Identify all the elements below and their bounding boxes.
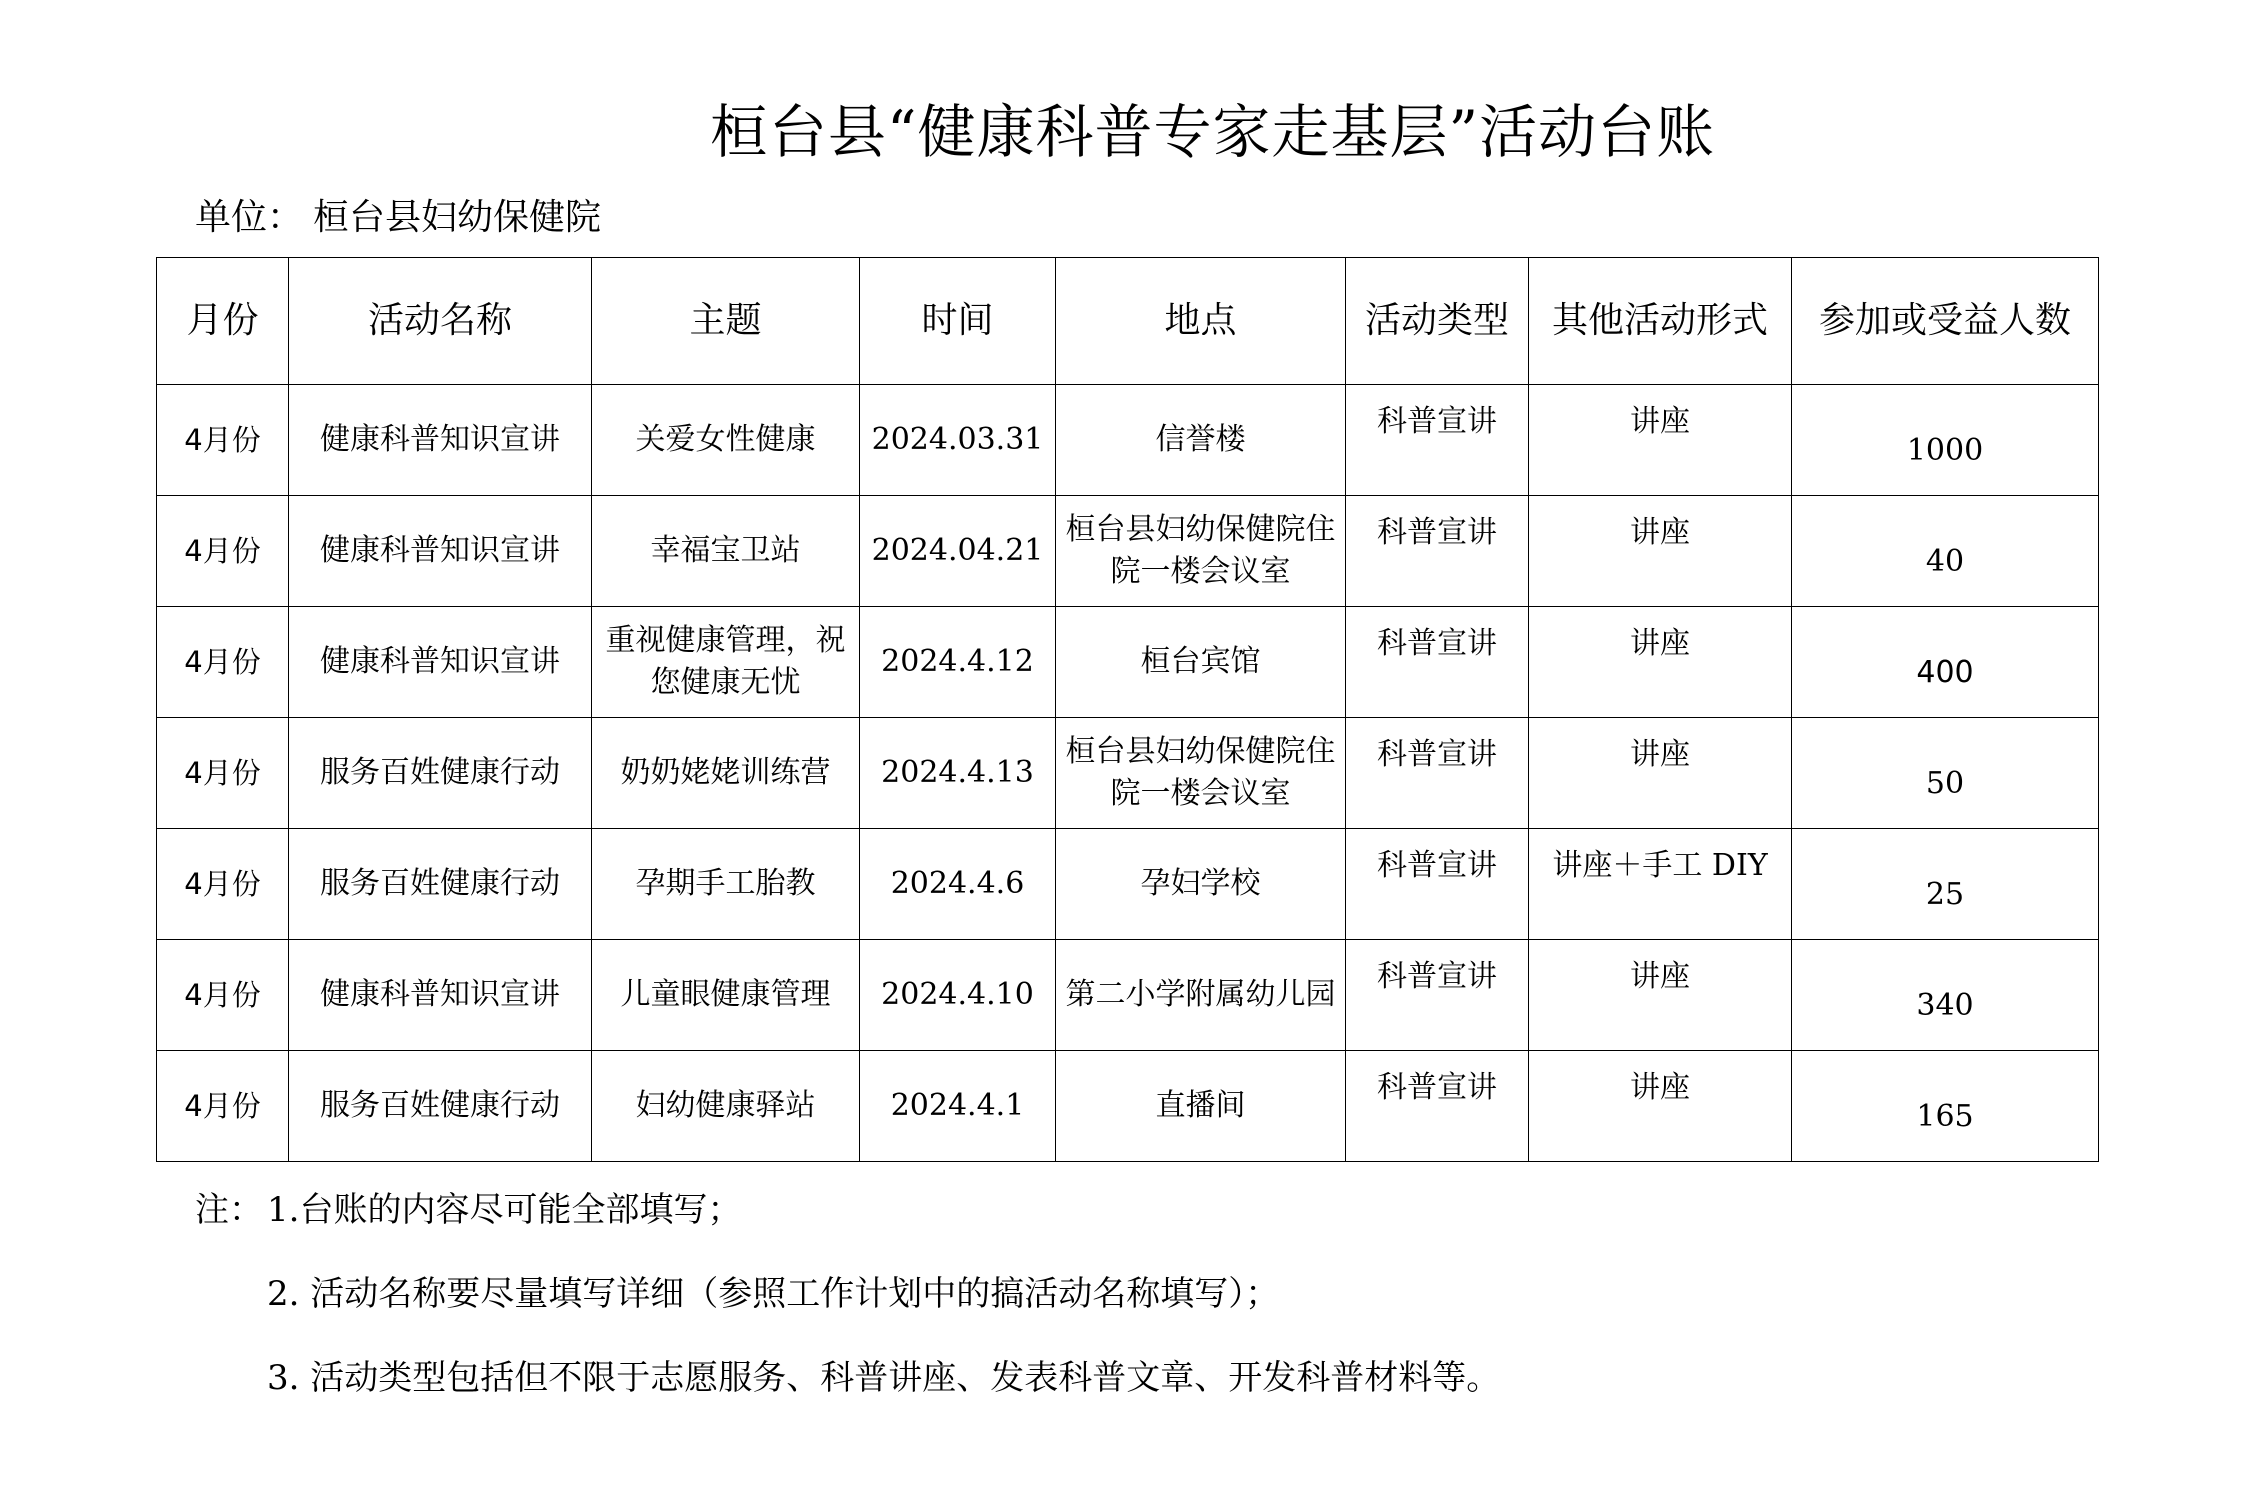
cell-activity-name: 服务百姓健康行动 (289, 1051, 592, 1162)
notes-label: 注： (195, 1190, 263, 1230)
cell-theme: 孕期手工胎教 (592, 829, 860, 940)
header-activity-type: 活动类型 (1346, 258, 1529, 385)
cell-theme: 重视健康管理，祝您健康无忧 (592, 607, 860, 718)
cell-theme: 妇幼健康驿站 (592, 1051, 860, 1162)
cell-month: 4月份 (157, 829, 289, 940)
document-title: 桓台县“健康科普专家走基层”活动台账 (709, 98, 1716, 166)
note-item: 3. 活动类型包括但不限于志愿服务、科普讲座、发表科普文章、开发科普材料等。 (267, 1358, 1501, 1398)
table-row (157, 940, 2099, 1051)
cell-month: 4月份 (157, 940, 289, 1051)
cell-time: 2024.4.1 (860, 1051, 1056, 1162)
cell-place: 桓台县妇幼保健院住院一楼会议室 (1056, 496, 1346, 607)
cell-other-forms: 讲座 (1529, 940, 1792, 1051)
cell-place: 信誉楼 (1056, 385, 1346, 496)
header-month: 月份 (157, 258, 289, 385)
cell-month: 4月份 (157, 496, 289, 607)
note-item: 1.台账的内容尽可能全部填写； (267, 1190, 742, 1230)
cell-participants: 1000 (1792, 385, 2099, 496)
cell-activity-name: 服务百姓健康行动 (289, 829, 592, 940)
table-row (157, 718, 2099, 829)
cell-place: 第二小学附属幼儿园 (1056, 940, 1346, 1051)
cell-theme: 关爱女性健康 (592, 385, 860, 496)
table-row (157, 829, 2099, 940)
cell-participants: 25 (1792, 829, 2099, 940)
cell-time: 2024.4.12 (860, 607, 1056, 718)
cell-month: 4月份 (157, 385, 289, 496)
cell-theme: 幸福宝卫站 (592, 496, 860, 607)
cell-other-forms: 讲座 (1529, 496, 1792, 607)
cell-activity-name: 健康科普知识宣讲 (289, 385, 592, 496)
cell-other-forms: 讲座 (1529, 607, 1792, 718)
cell-activity-type: 科普宣讲 (1346, 1051, 1529, 1162)
cell-place: 直播间 (1056, 1051, 1346, 1162)
cell-place: 孕妇学校 (1056, 829, 1346, 940)
cell-other-forms: 讲座 (1529, 385, 1792, 496)
cell-participants: 40 (1792, 496, 2099, 607)
cell-activity-type: 科普宣讲 (1346, 940, 1529, 1051)
cell-theme: 儿童眼健康管理 (592, 940, 860, 1051)
table-row (157, 1051, 2099, 1162)
cell-activity-name: 服务百姓健康行动 (289, 718, 592, 829)
cell-month: 4月份 (157, 718, 289, 829)
unit-value: 桓台县妇幼保健院 (313, 197, 602, 238)
cell-activity-type: 科普宣讲 (1346, 385, 1529, 496)
cell-time: 2024.4.10 (860, 940, 1056, 1051)
cell-activity-type: 科普宣讲 (1346, 718, 1529, 829)
note-item: 2. 活动名称要尽量填写详细（参照工作计划中的搞活动名称填写）； (267, 1274, 1280, 1314)
cell-participants: 50 (1792, 718, 2099, 829)
cell-other-forms: 讲座 (1529, 1051, 1792, 1162)
cell-activity-name: 健康科普知识宣讲 (289, 940, 592, 1051)
cell-month: 4月份 (157, 607, 289, 718)
cell-participants: 340 (1792, 940, 2099, 1051)
header-place: 地点 (1056, 258, 1346, 385)
cell-other-forms: 讲座＋手工 DIY (1529, 829, 1792, 940)
cell-activity-name: 健康科普知识宣讲 (289, 607, 592, 718)
unit-label: 单位： (195, 197, 304, 238)
cell-time: 2024.03.31 (860, 385, 1056, 496)
cell-activity-name: 健康科普知识宣讲 (289, 496, 592, 607)
table-row (157, 385, 2099, 496)
cell-participants: 165 (1792, 1051, 2099, 1162)
header-time: 时间 (860, 258, 1056, 385)
cell-theme: 奶奶姥姥训练营 (592, 718, 860, 829)
cell-month: 4月份 (157, 1051, 289, 1162)
cell-time: 2024.4.13 (860, 718, 1056, 829)
table-header-row (157, 258, 2099, 385)
header-other-forms: 其他活动形式 (1529, 258, 1792, 385)
activity-ledger-table (156, 257, 2099, 1162)
cell-activity-type: 科普宣讲 (1346, 829, 1529, 940)
cell-place: 桓台宾馆 (1056, 607, 1346, 718)
header-activity-name: 活动名称 (289, 258, 592, 385)
table-row (157, 496, 2099, 607)
cell-time: 2024.04.21 (860, 496, 1056, 607)
cell-place: 桓台县妇幼保健院住院一楼会议室 (1056, 718, 1346, 829)
cell-activity-type: 科普宣讲 (1346, 496, 1529, 607)
header-theme: 主题 (592, 258, 860, 385)
cell-other-forms: 讲座 (1529, 718, 1792, 829)
cell-activity-type: 科普宣讲 (1346, 607, 1529, 718)
cell-participants: 400 (1792, 607, 2099, 718)
header-participants: 参加或受益人数 (1792, 258, 2099, 385)
unit-line (195, 192, 601, 244)
table-row (157, 607, 2099, 718)
cell-time: 2024.4.6 (860, 829, 1056, 940)
